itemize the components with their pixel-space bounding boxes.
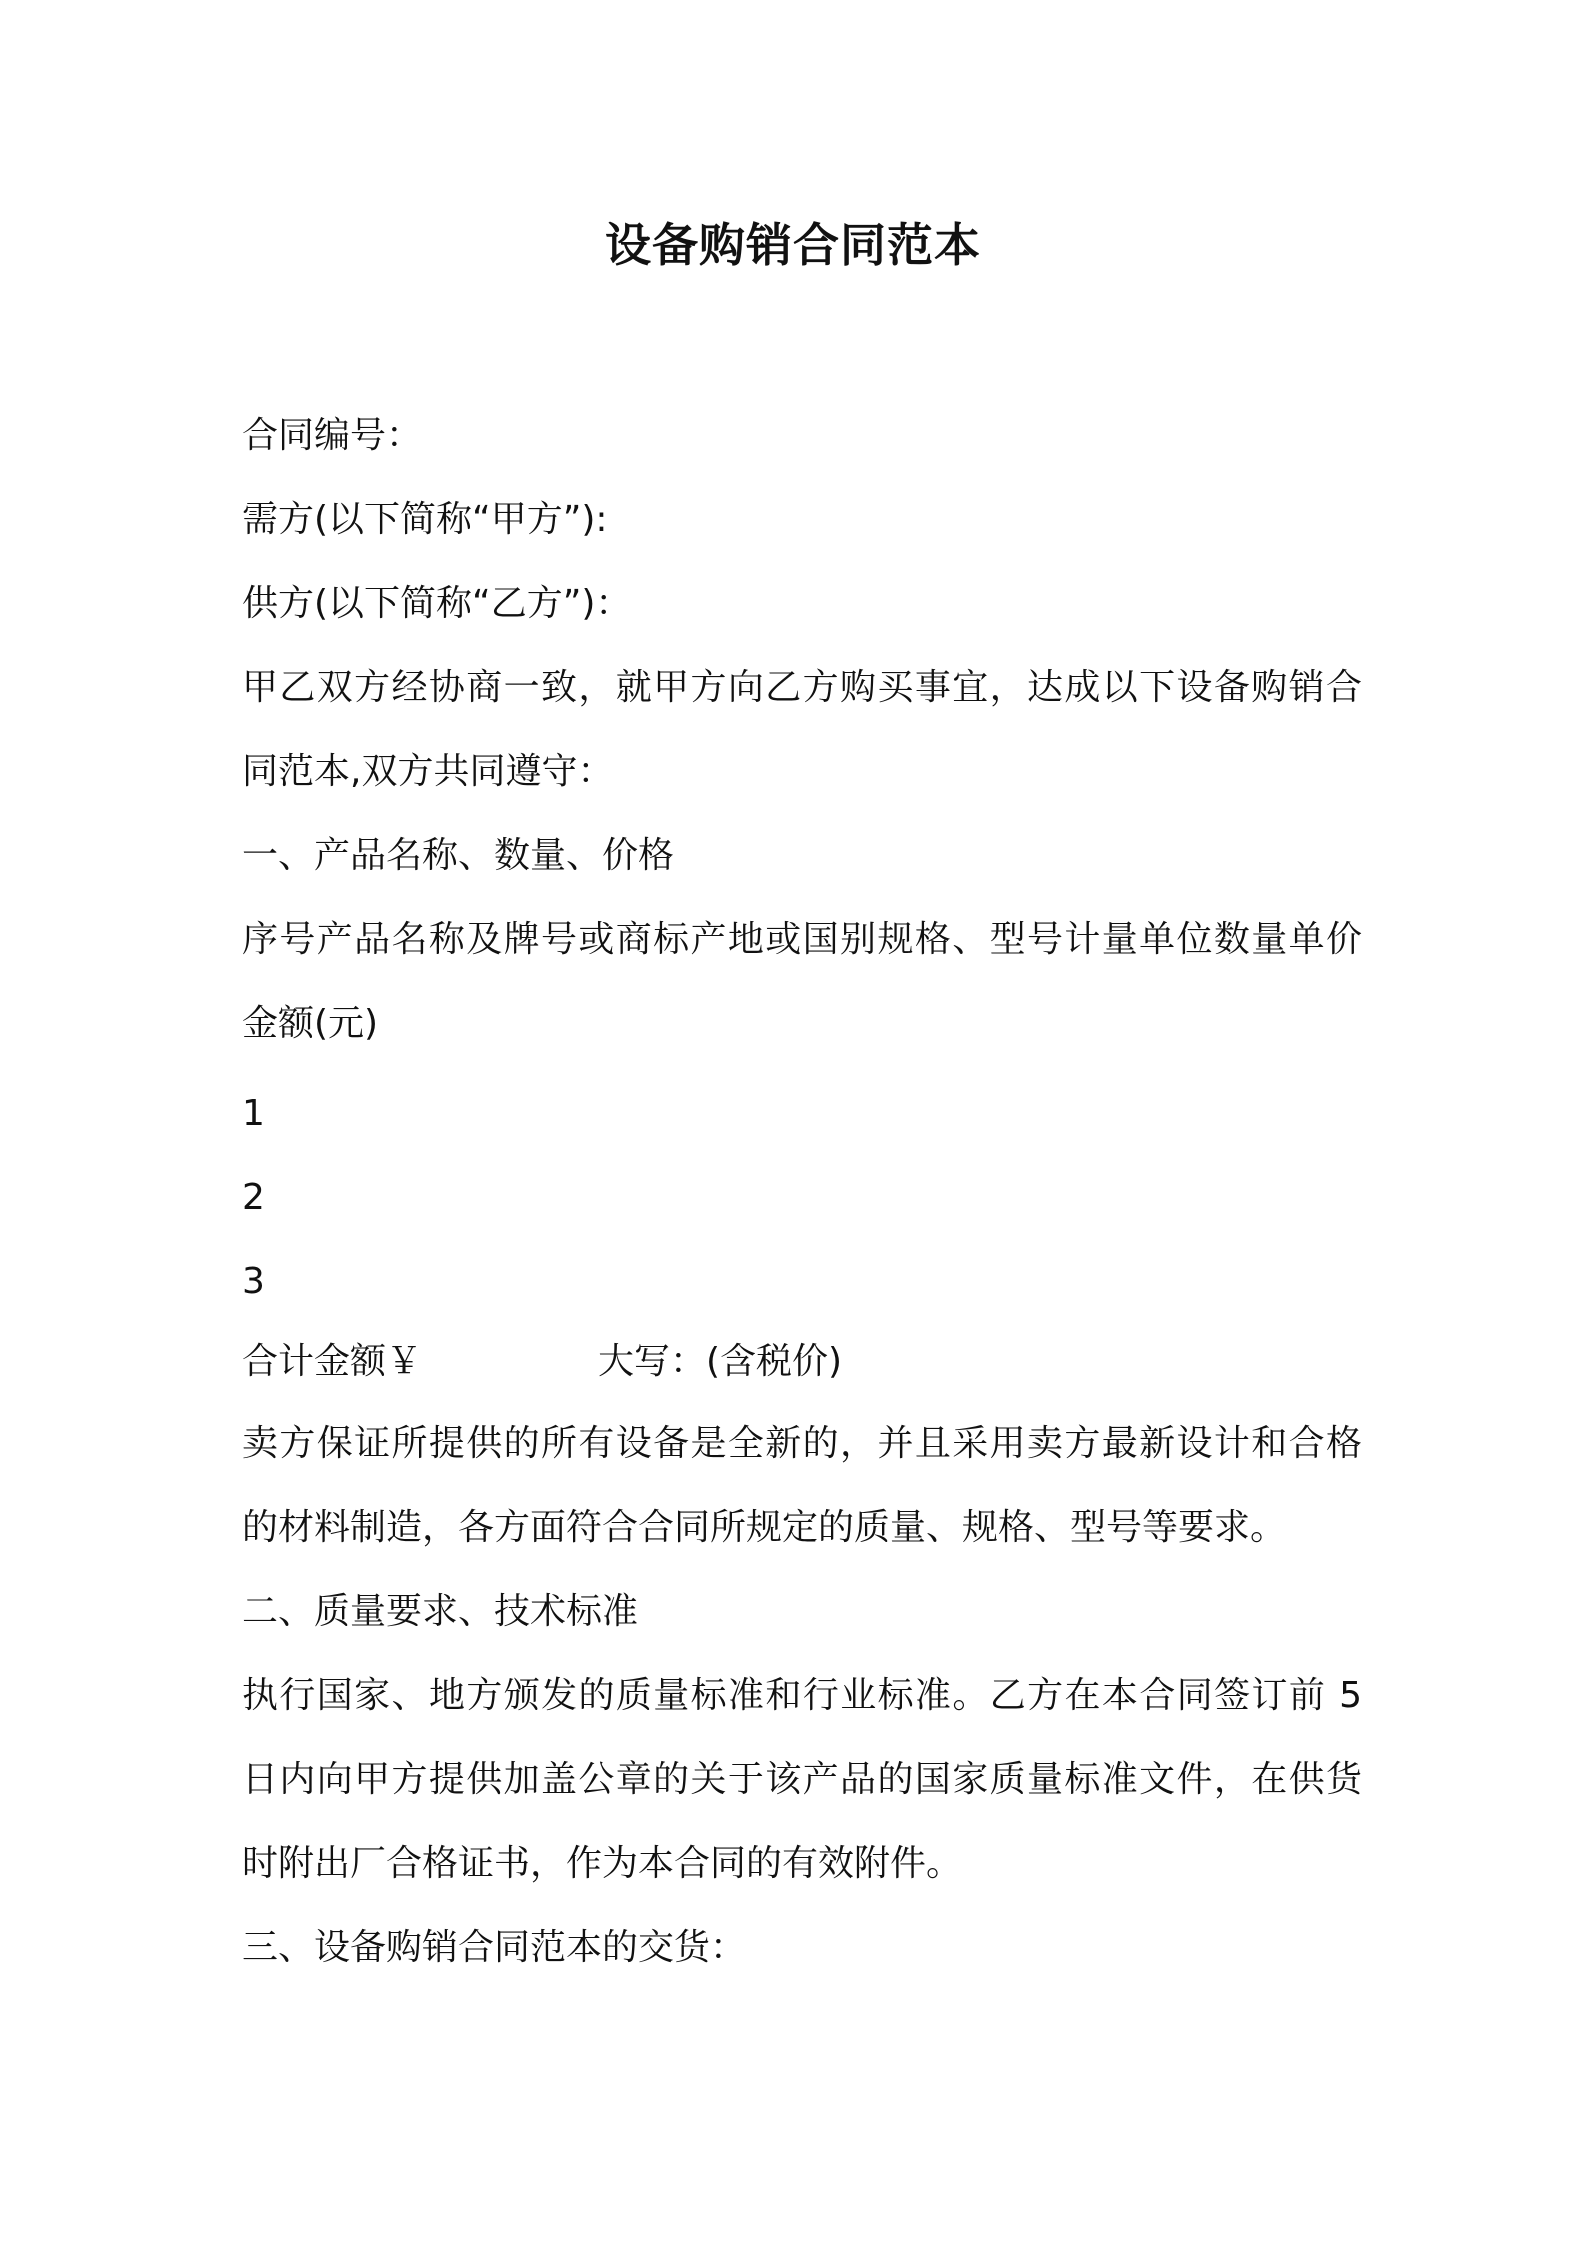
- table-row-number-1: 1: [242, 1093, 265, 1134]
- document-title: 设备购销合同范本: [605, 218, 981, 272]
- section-1-heading: 一、产品名称、数量、价格: [242, 835, 675, 876]
- total-words-label: 大写：(含税价): [598, 1341, 843, 1382]
- table-header-line-2: 金额(元): [242, 1003, 379, 1044]
- total-line: [242, 1338, 1362, 1386]
- contract-number-label: 合同编号：: [242, 415, 423, 456]
- buyer-label: 需方(以下简称“甲方”):: [242, 499, 608, 540]
- section-2-heading: 二、质量要求、技术标准: [242, 1591, 639, 1632]
- quality-paragraph-line-3: 时附出厂合格证书，作为本合同的有效附件。: [242, 1843, 963, 1884]
- seller-label: 供方(以下简称“乙方”)：: [242, 583, 632, 624]
- quality-paragraph-line-1: 执行国家、地方颁发的质量标准和行业标准。乙方在本合同签订前 5: [242, 1675, 1362, 1716]
- table-row-number-2: 2: [242, 1177, 265, 1218]
- warranty-paragraph-line-1: 卖方保证所提供的所有设备是全新的，并且采用卖方最新设计和合格: [242, 1423, 1362, 1464]
- total-amount-label: 合计金额￥: [242, 1341, 423, 1382]
- intro-paragraph-line-1: 甲乙双方经协商一致，就甲方向乙方购买事宜，达成以下设备购销合: [242, 667, 1362, 708]
- warranty-paragraph-line-2: 的材料制造，各方面符合合同所规定的质量、规格、型号等要求。: [242, 1507, 1287, 1548]
- intro-paragraph-line-2: 同范本,双方共同遵守：: [242, 751, 614, 792]
- section-3-heading: 三、设备购销合同范本的交货：: [242, 1927, 747, 1968]
- table-row-number-3: 3: [242, 1261, 265, 1302]
- table-header-line-1: 序号产品名称及牌号或商标产地或国别规格、型号计量单位数量单价: [242, 919, 1362, 960]
- quality-paragraph-line-2: 日内向甲方提供加盖公章的关于该产品的国家质量标准文件，在供货: [242, 1759, 1362, 1800]
